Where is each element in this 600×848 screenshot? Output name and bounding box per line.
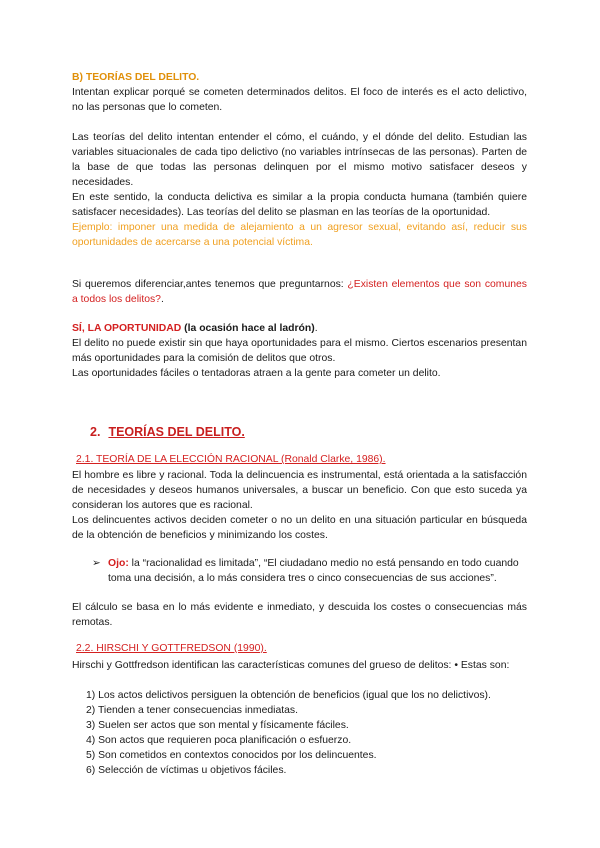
arrow-bullet-icon: ➢ — [92, 558, 101, 569]
question-end: . — [160, 294, 164, 305]
section-b-paragraph-1: Intentan explicar porqué se cometen determinados delitos. El foco de interés es el acto delictivo, no las personas que lo cometen. — [72, 87, 527, 113]
characteristics-list — [86, 688, 526, 778]
list-item: 1) Los actos delictivos persiguen la obtención de beneficios (igual que los no delictivos). — [86, 690, 491, 701]
section-b-question-block — [72, 277, 527, 307]
section-b-question-paragraph — [72, 277, 527, 307]
section-b-heading-block — [72, 70, 527, 115]
subsection-2-2-title: 2.2. HIRSCHI Y GOTTFREDSON (1990). — [76, 643, 267, 654]
answer-paren: (la ocasión hace al ladrón) — [181, 323, 315, 334]
list-item: 2) Tienden a tener consecuencias inmediatas. — [86, 705, 298, 716]
section-2-title: TEORÍAS DEL DELITO. — [108, 425, 245, 439]
section-b-paragraph-3: En este sentido, la conducta delictiva es similar a la propia conducta humana (también quiere satisfacer necesidades). Las teorías del delito se plasman en las teorías de la oportunidad. — [72, 192, 527, 218]
subsection-2-2-intro: Hirschi y Gottfredson identifican las características comunes del grueso de delitos: • Estas son: — [72, 660, 510, 671]
section-b-example: Ejemplo: imponer una medida de alejamiento a un agresor sexual, evitando así, reducir sus oportunidades de acercarse a una potencial víctima. — [72, 222, 527, 248]
subsection-2-1-body — [72, 468, 527, 543]
bullet-label: Ojo: — [108, 558, 129, 569]
subsection-2-1-paragraph-2: Los delincuentes activos deciden cometer o no un delito en una situación particular en búsqueda de la obtención de beneficios y minimizando los costes. — [72, 515, 527, 541]
subsection-2-1-title: 2.1. TEORÍA DE LA ELECCIÓN RACIONAL (Ronald Clarke, 1986). — [76, 454, 386, 465]
bullet-body — [108, 556, 528, 586]
subsection-2-1-paragraph-1: El hombre es libre y racional. Toda la delincuencia es instrumental, está orientada a la satisfacción de necesidades y deseos humanos universales, a buscar un beneficio. Con que esto suceda ya consideran los autores que es racional. — [72, 470, 527, 511]
section-2-number: 2. — [90, 425, 101, 439]
section-b-paragraph-2: Las teorías del delito intentan entender el cómo, el cuándo, y el dónde del delito. Estudian las variables situacionales de cada tipo delictivo (no variables intrínsecas de las personas). Parten de la base de que todas las personas delinquen por el mismo motivo satisfacer deseos y necesidades. — [72, 132, 527, 188]
section-2-heading — [90, 425, 245, 439]
list-item: 3) Suelen ser actos que son mental y físicamente fáciles. — [86, 720, 349, 731]
answer-red: SÍ, LA OPORTUNIDAD — [72, 323, 182, 334]
list-item: 4) Son actos que requieren poca planificación o esfuerzo. — [86, 735, 352, 746]
section-b-paragraph-5: Las oportunidades fáciles o tentadoras atraen a la gente para cometer un delito. — [72, 368, 441, 379]
subsection-2-1-closing — [72, 600, 527, 630]
section-b-body-block — [72, 130, 527, 250]
section-b-paragraph-4: El delito no puede existir sin que haya oportunidades para el mismo. Ciertos escenarios presentan más oportunidades para la comisión de delitos que otros. — [72, 338, 527, 364]
answer-end: . — [314, 323, 318, 334]
section-b-answer-block — [72, 321, 527, 381]
question-text: ¿Existen elementos que son comunes a todos los delitos? — [72, 279, 527, 305]
list-item: 5) Son cometidos en contextos conocidos por los delincuentes. — [86, 750, 377, 761]
list-item: 6) Selección de víctimas u objetivos fáciles. — [86, 765, 287, 776]
question-intro: Si queremos diferenciar,antes tenemos que preguntarnos: — [72, 279, 348, 290]
section-b-heading: B) TEORÍAS DEL DELITO. — [72, 72, 200, 83]
subsection-2-2-intro-block — [72, 658, 527, 673]
section-b-answer — [72, 321, 527, 336]
bullet-text: la “racionalidad es limitada”, “El ciudadano medio no está pensando en todo cuando toma una decisión, a lo más considera tres o cinco consecuencias de sus acciones”. — [108, 558, 519, 584]
subsection-2-1-paragraph-3: El cálculo se basa en lo más evidente e inmediato, y descuida los costes o consecuencias más remotas. — [72, 602, 527, 628]
subsection-2-1-bullet — [92, 556, 528, 586]
